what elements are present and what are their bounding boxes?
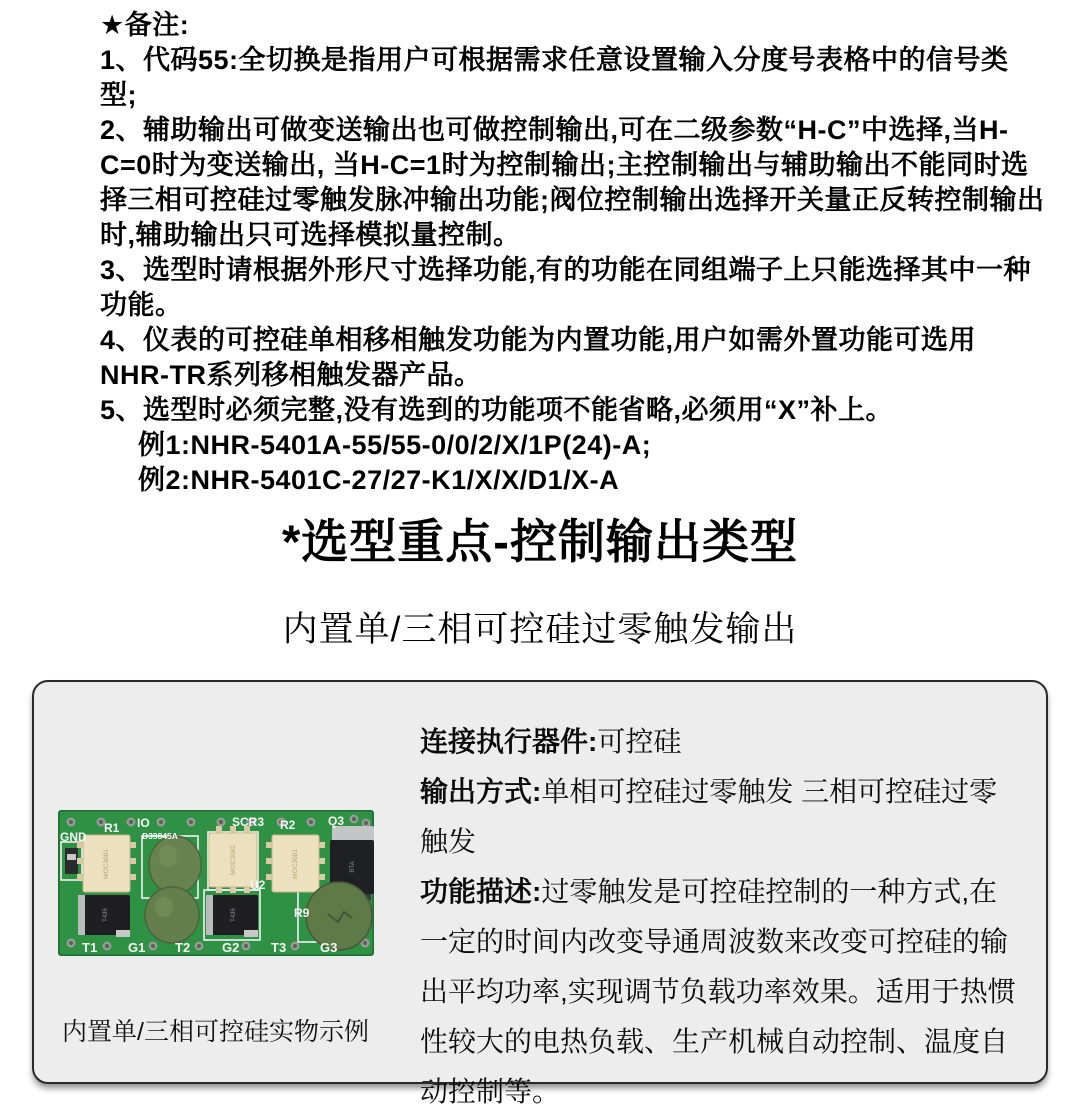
pcb-label-d39845a: D39845A xyxy=(142,831,178,841)
optocoupler-chip-3 xyxy=(266,835,325,892)
spec-actuator-label: 连接执行器件: xyxy=(420,726,598,757)
pcb-label-g3: G3 xyxy=(320,940,338,955)
pcb-label-r9: R9 xyxy=(294,906,310,920)
note-item-3: 3、选型时请根据外形尺寸选择功能,有的功能在同组端子上只能选择其中一种功能。 xyxy=(100,255,1032,320)
note-item-5: 5、选型时必须完整,没有选到的功能项不能省略,必须用“X”补上。 xyxy=(100,395,894,425)
pcb-label-t2: T2 xyxy=(175,940,191,955)
notes-header: ★备注: xyxy=(100,10,190,40)
spec-output-mode xyxy=(420,767,1020,867)
figure-image-column xyxy=(34,682,406,1082)
pcb-label-scr3: SCR3 xyxy=(232,815,265,829)
section-subtitle: 内置单/三相可控硅过零触发输出 xyxy=(282,610,798,649)
spec-output-mode-label: 输出方式: xyxy=(420,776,542,807)
notes-section xyxy=(0,0,1080,498)
pcb-label-io: IO xyxy=(137,816,150,830)
figure-card xyxy=(32,680,1048,1107)
pcb-photo xyxy=(58,810,374,956)
spec-description-value: 过零触发是可控硅控制的一种方式,在一定的时间内改变导通周波数来改变可控硅的输出平均功率,实现调节负载功率效果。适用于热惯性较大的电热负载、生产机械自动控制、温度自动控制等。 xyxy=(420,876,1016,1107)
smd-component xyxy=(65,848,78,874)
note-item-2: 2、辅助输出可做变送输出也可做控制输出,可在二级参数“H-C”中选择,当H-C=0时为变送输出, 当H-C=1时为控制输出;主控制输出与辅助输出不能同时选择三相可控硅过零触发脉冲输出功能;阀位控制输出选择开关量正反转控制输出时,辅助输出只可选择模拟量控制。 xyxy=(100,115,1045,250)
chip-marking: MOC3081 xyxy=(292,849,299,879)
pcb-label-gnd: GND xyxy=(60,830,87,844)
pcb-label-r2: R2 xyxy=(280,818,296,832)
pcb-board-illustration xyxy=(58,810,374,956)
pcb-label-t1: T1 xyxy=(82,940,98,955)
figure-caption: 内置单/三相可控硅实物示例 xyxy=(62,1018,369,1046)
triac-2 xyxy=(206,895,258,937)
spec-description xyxy=(420,867,1020,1117)
pcb-label-g1: G1 xyxy=(128,940,146,955)
pcb-label-q3: Q3 xyxy=(328,814,345,828)
spec-description-label: 功能描述: xyxy=(420,876,542,907)
model-example-2: 例2:NHR-5401C-27/27-K1/X/X/D1/X-A xyxy=(138,465,620,495)
chip-marking: MOC3081 xyxy=(103,849,110,879)
pcb-label-r1: R1 xyxy=(104,821,120,835)
spec-output-mode-value: 单相可控硅过零触发 三相可控硅过零触发 xyxy=(420,776,998,857)
spec-actuator-value: 可控硅 xyxy=(597,726,682,757)
section-title: *选型重点-控制输出类型 xyxy=(282,515,798,568)
svg-text:T435: T435 xyxy=(231,908,237,922)
svg-text:BTA: BTA xyxy=(350,861,356,873)
triac-1 xyxy=(78,895,130,937)
figure-spec-column xyxy=(420,717,1020,1107)
pcb-label-u2: U2 xyxy=(250,878,266,892)
spec-actuator xyxy=(420,717,1020,767)
note-item-4: 4、仪表的可控硅单相移相触发功能为内置功能,用户如需外置功能可选用NHR-TR系列移相触发器产品。 xyxy=(100,325,977,390)
pcb-label-t3: T3 xyxy=(271,940,287,955)
model-example-1: 例1:NHR-5401A-55/55-0/0/2/X/1P(24)-A; xyxy=(138,430,652,460)
svg-text:T435: T435 xyxy=(103,908,109,922)
pcb-label-g2: G2 xyxy=(222,940,240,955)
note-item-1: 1、代码55:全切换是指用户可根据需求任意设置输入分度号表格中的信号类型; xyxy=(100,45,1009,110)
chip-marking: MOC3081 xyxy=(230,845,237,875)
